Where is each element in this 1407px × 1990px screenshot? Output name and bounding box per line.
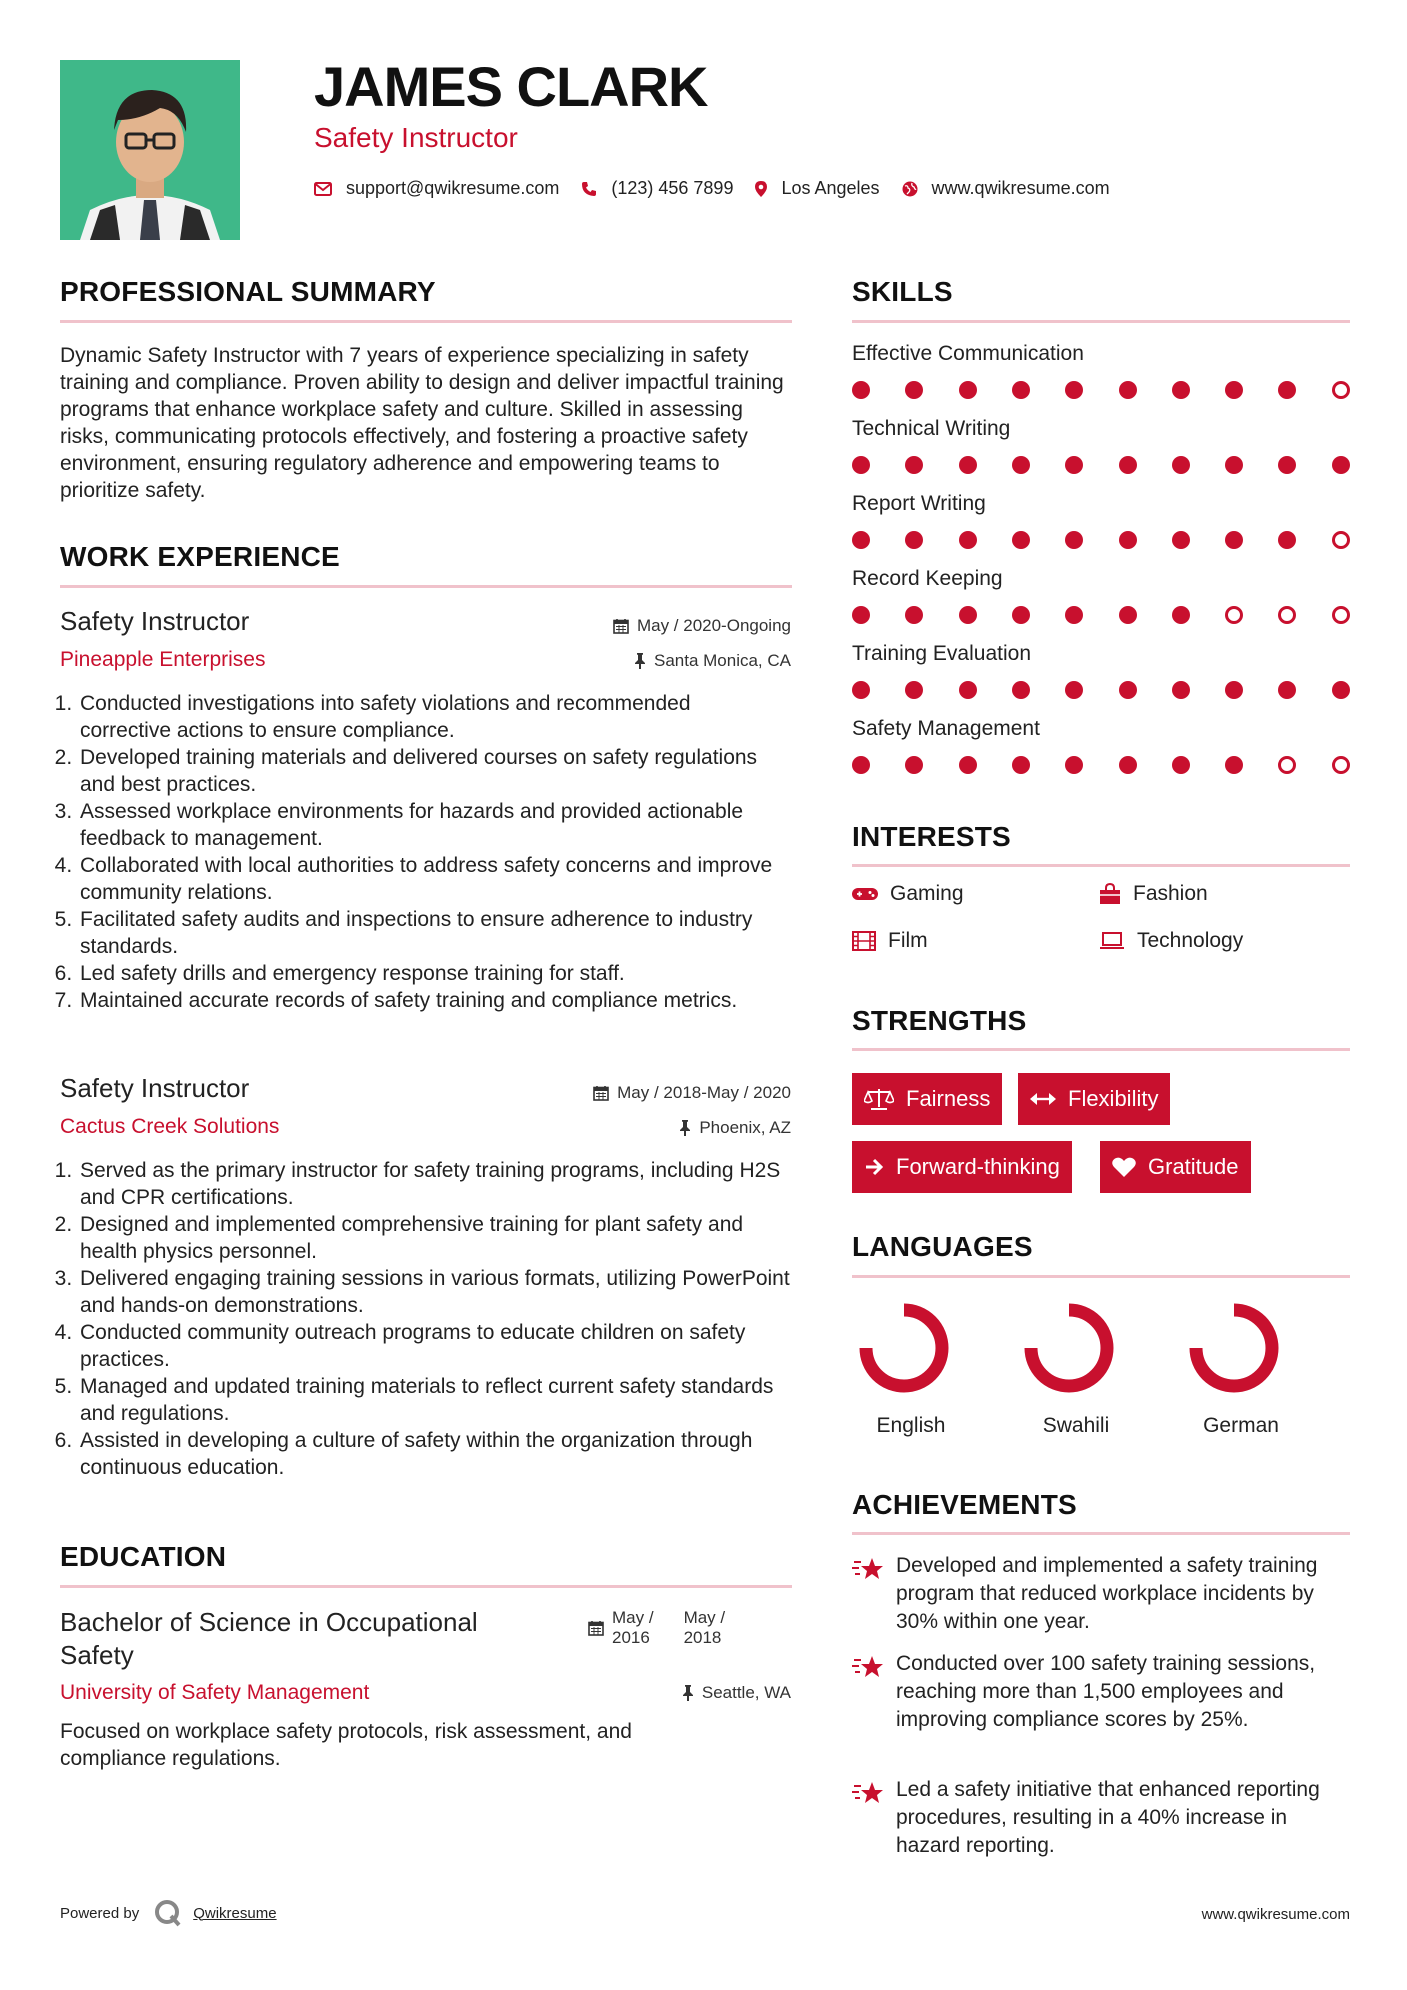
skill-dot-filled [905,456,923,474]
skill-dot-filled [905,381,923,399]
education-start [612,1608,654,1648]
list-item: 4. Conducted community outreach programs to educate children on safety practices. [78,1319,796,1373]
interest-label: Technology [1137,929,1244,952]
envelope-icon [314,182,332,196]
education-start-year: 2016 [612,1628,650,1647]
skill-dot-filled [1225,456,1243,474]
experience-heading: WORK EXPERIENCE [60,541,340,572]
strength-label: Flexibility [1068,1086,1159,1111]
education-end [684,1608,726,1648]
skill-dot-filled [1119,531,1137,549]
skill-dot-filled [1012,606,1030,624]
strength-chip-fairness [852,1073,1002,1125]
skill-name: Training Evaluation [852,642,1031,665]
list-item: 7. Maintained accurate records of safety training and compliance metrics. [78,987,776,1014]
skill-dot-filled [852,456,870,474]
skill-dot-filled [959,681,977,699]
education-location-text: Seattle, WA [701,1683,791,1702]
experience-rule [60,585,792,588]
language-name: German [1203,1414,1279,1437]
interests-heading: INTERESTS [852,821,1011,852]
skill-dot-filled [905,681,923,699]
achievements-rule [852,1532,1350,1535]
interest-label: Film [888,929,928,952]
skill-dot-filled [1065,681,1083,699]
skill-dot-filled [852,606,870,624]
star-burst-icon [852,1556,884,1584]
contact-website-text: www.qwikresume.com [931,178,1110,198]
balance-scale-icon [864,1088,894,1110]
language-level-arc [866,1310,942,1386]
skill-dot-filled [959,456,977,474]
skill-dot-empty [1332,381,1350,399]
star-burst-icon [852,1780,884,1808]
job-2-location-text: Phoenix, AZ [699,1118,791,1137]
summary-text: Dynamic Safety Instructor with 7 years of experience specializing in safety training and compliance. Proven ability to design and deliver impactful training programs that enhance workplace safety and culture. Skilled in assessing risks, communicating protocols effectively, and fostering a proactive safety environment, ensuring regulatory adherence and empowering teams to prioritize safety. [60,344,784,502]
skill-dot-filled [1065,456,1083,474]
calendar-icon [593,1085,609,1101]
summary-rule [60,320,792,323]
shopping-bag-icon [1099,883,1121,905]
skill-dot-filled [1225,681,1243,699]
job-1-company: Pineapple Enterprises [60,648,266,671]
education-dates [588,1608,725,1648]
skill-rating [852,756,1350,776]
strength-label: Fairness [906,1086,991,1111]
skill-dot-filled [1278,681,1296,699]
contact-location [755,178,879,199]
education-heading: EDUCATION [60,1541,227,1572]
skill-dot-filled [1278,531,1296,549]
interest-label: Fashion [1133,882,1208,905]
profile-photo [60,60,240,240]
list-item: 5. Managed and updated training materials to reflect current safety standards and regulations. [78,1373,796,1427]
skill-rating [852,606,1350,626]
language-name: Swahili [1042,1414,1110,1437]
skill-dot-filled [1012,756,1030,774]
list-item: 1. Served as the primary instructor for safety training programs, including H2S and CPR certifications. [78,1157,796,1211]
strengths-rule [852,1048,1350,1051]
skill-rating [852,531,1350,551]
summary-heading: PROFESSIONAL SUMMARY [60,276,436,307]
skill-dot-filled [905,756,923,774]
skill-dot-filled [905,531,923,549]
list-item: 6. Assisted in developing a culture of safety within the organization through continuous education. [78,1427,796,1481]
contact-phone-text: (123) 456 7899 [611,178,734,198]
skill-dot-filled [852,381,870,399]
qwikresume-logo-icon [153,1898,183,1928]
calendar-icon [588,1620,604,1636]
contact-email[interactable] [314,178,559,199]
contact-email-text: support@qwikresume.com [346,178,560,198]
education-start-month: May / [612,1608,654,1627]
skill-dot-filled [1119,381,1137,399]
footer-powered-by [60,1898,277,1928]
job-2-title: Safety Instructor [60,1073,250,1103]
achievement-text: Led a safety initiative that enhanced reporting procedures, resulting in a 40% increase in hazard reporting. [896,1778,1320,1857]
list-item: 5. Facilitated safety audits and inspections to ensure adherence to industry standards. [78,906,776,960]
language-ring-swahili [1021,1300,1117,1396]
skill-dot-filled [852,531,870,549]
skill-dot-filled [852,756,870,774]
strength-chip-flexibility [1018,1073,1170,1125]
interest-technology [1099,929,1243,953]
skill-dot-filled [1225,381,1243,399]
list-item: 4. Collaborated with local authorities to address safety concerns and improve community relations. [78,852,776,906]
education-school: University of Safety Management [60,1681,370,1704]
strength-chip-gratitude [1100,1141,1251,1193]
skill-dot-filled [1278,381,1296,399]
skill-dot-filled [1172,681,1190,699]
list-item: 2. Developed training materials and delivered courses on safety regulations and best practices. [78,744,776,798]
skill-dot-filled [1225,531,1243,549]
skills-rule [852,320,1350,323]
star-burst-icon [852,1654,884,1682]
skill-dot-filled [1172,606,1190,624]
education-degree-line-2: Safety [60,1640,134,1670]
skill-dot-filled [1012,381,1030,399]
language-ring-english [856,1300,952,1396]
list-item: 6. Led safety drills and emergency response training for staff. [78,960,776,987]
calendar-icon [613,618,629,634]
language-level-arc [1196,1310,1272,1386]
job-2-dates [593,1083,791,1103]
pushpin-icon [682,1685,694,1701]
skill-dot-empty [1332,756,1350,774]
interest-film [852,929,928,953]
languages-rule [852,1275,1350,1278]
skill-name: Effective Communication [852,342,1084,365]
skill-rating [852,456,1350,476]
achievement-item [852,1552,1350,1636]
strength-chip-forward-thinking [852,1141,1072,1193]
language-level-arc [1031,1310,1107,1386]
list-item: 3. Assessed workplace environments for hazards and provided actionable feedback to management. [78,798,776,852]
skill-name: Safety Management [852,717,1040,740]
skills-heading: SKILLS [852,276,953,307]
education-degree-line-1: Bachelor of Science in Occupational [60,1607,478,1637]
skill-rating [852,381,1350,401]
skill-dot-filled [1172,381,1190,399]
education-end-year: 2018 [683,1628,722,1647]
footer-powered-text: Powered by [60,1904,140,1922]
skill-name: Technical Writing [852,417,1011,440]
film-icon [852,931,876,951]
skill-dot-filled [1065,381,1083,399]
skill-dot-filled [1065,531,1083,549]
skill-dot-filled [1012,681,1030,699]
skill-dot-filled [1332,681,1350,699]
skill-dot-filled [1119,456,1137,474]
footer-brand-link[interactable]: Qwikresume [193,1904,277,1922]
skill-dot-filled [1278,456,1296,474]
skill-dot-empty [1278,606,1296,624]
contact-website[interactable] [902,178,1110,199]
list-item: 2. Designed and implemented comprehensive training for plant safety and health physics personnel. [78,1211,796,1265]
skill-dot-filled [1225,756,1243,774]
skill-rating [852,681,1350,701]
job-2-bullets [60,1157,796,1481]
job-2-company: Cactus Creek Solutions [60,1115,280,1138]
skill-dot-filled [1065,606,1083,624]
skill-dot-filled [905,606,923,624]
education-end-month: May / [683,1608,726,1627]
job-1-location-text: Santa Monica, CA [653,651,791,670]
gamepad-icon [852,886,878,902]
language-name: English [876,1414,946,1437]
skill-dot-filled [959,381,977,399]
phone-icon [581,181,597,197]
strength-label: Forward-thinking [896,1154,1060,1179]
skill-dot-empty [1278,756,1296,774]
skill-dot-filled [852,681,870,699]
skill-dot-filled [1119,681,1137,699]
skill-dot-filled [959,531,977,549]
contact-location-text: Los Angeles [781,178,880,198]
education-location [682,1683,791,1703]
skill-dot-filled [1332,456,1350,474]
education-description: Focused on workplace safety protocols, risk assessment, and compliance regulations. [60,1720,632,1770]
job-1-location [634,651,791,671]
skill-dot-filled [959,756,977,774]
skill-dot-filled [1119,756,1137,774]
skill-dot-filled [959,606,977,624]
skill-dot-filled [1065,756,1083,774]
job-1-dates [613,616,791,636]
heart-icon [1112,1157,1136,1177]
skill-dot-empty [1332,531,1350,549]
skill-name: Report Writing [852,492,986,515]
candidate-name: JAMES CLARK [314,55,708,118]
interest-gaming [852,882,964,906]
pushpin-icon [634,653,646,669]
globe-icon [902,181,918,197]
candidate-title: Safety Instructor [314,122,518,153]
job-1-dates-text: May / 2020-Ongoing [636,616,791,635]
job-2-location [679,1118,791,1138]
skill-dot-filled [1172,756,1190,774]
education-rule [60,1585,792,1588]
strengths-heading: STRENGTHS [852,1005,1027,1036]
achievement-text: Conducted over 100 safety training sessions, reaching more than 1,500 employees and improving compliance scores by 25%. [896,1652,1316,1731]
skill-dot-empty [1225,606,1243,624]
list-item: 1. Conducted investigations into safety violations and recommended corrective actions to ensure compliance. [78,690,776,744]
skill-dot-filled [1172,531,1190,549]
contact-bar [314,178,1132,199]
list-item: 3. Delivered engaging training sessions in various formats, utilizing PowerPoint and hands-on demonstrations. [78,1265,796,1319]
map-marker-icon [755,181,767,197]
arrow-right-icon [864,1157,884,1177]
interest-fashion [1099,882,1208,906]
language-ring-german [1186,1300,1282,1396]
languages-heading: LANGUAGES [852,1231,1033,1262]
footer-website[interactable]: www.qwikresume.com [1201,1906,1350,1923]
achievement-item [852,1650,1350,1734]
arrows-horizontal-icon [1030,1092,1056,1106]
skill-name: Record Keeping [852,567,1003,590]
achievement-text: Developed and implemented a safety training program that reduced workplace incidents by 30% within one year. [896,1554,1318,1633]
skill-dot-filled [1012,531,1030,549]
skill-dot-filled [1172,456,1190,474]
skill-dot-empty [1332,606,1350,624]
laptop-icon [1099,932,1125,950]
interest-label: Gaming [890,882,964,905]
contact-phone[interactable] [581,178,733,199]
job-2-dates-text: May / 2018-May / 2020 [617,1083,791,1102]
achievement-item [852,1776,1350,1860]
job-1-bullets [60,690,776,1014]
skill-dot-filled [1012,456,1030,474]
interests-rule [852,864,1350,867]
strength-label: Gratitude [1148,1154,1239,1179]
pushpin-icon [679,1120,691,1136]
skill-dot-filled [1119,606,1137,624]
education-degree [60,1606,478,1672]
achievements-heading: ACHIEVEMENTS [852,1489,1077,1520]
job-1-title: Safety Instructor [60,606,250,636]
